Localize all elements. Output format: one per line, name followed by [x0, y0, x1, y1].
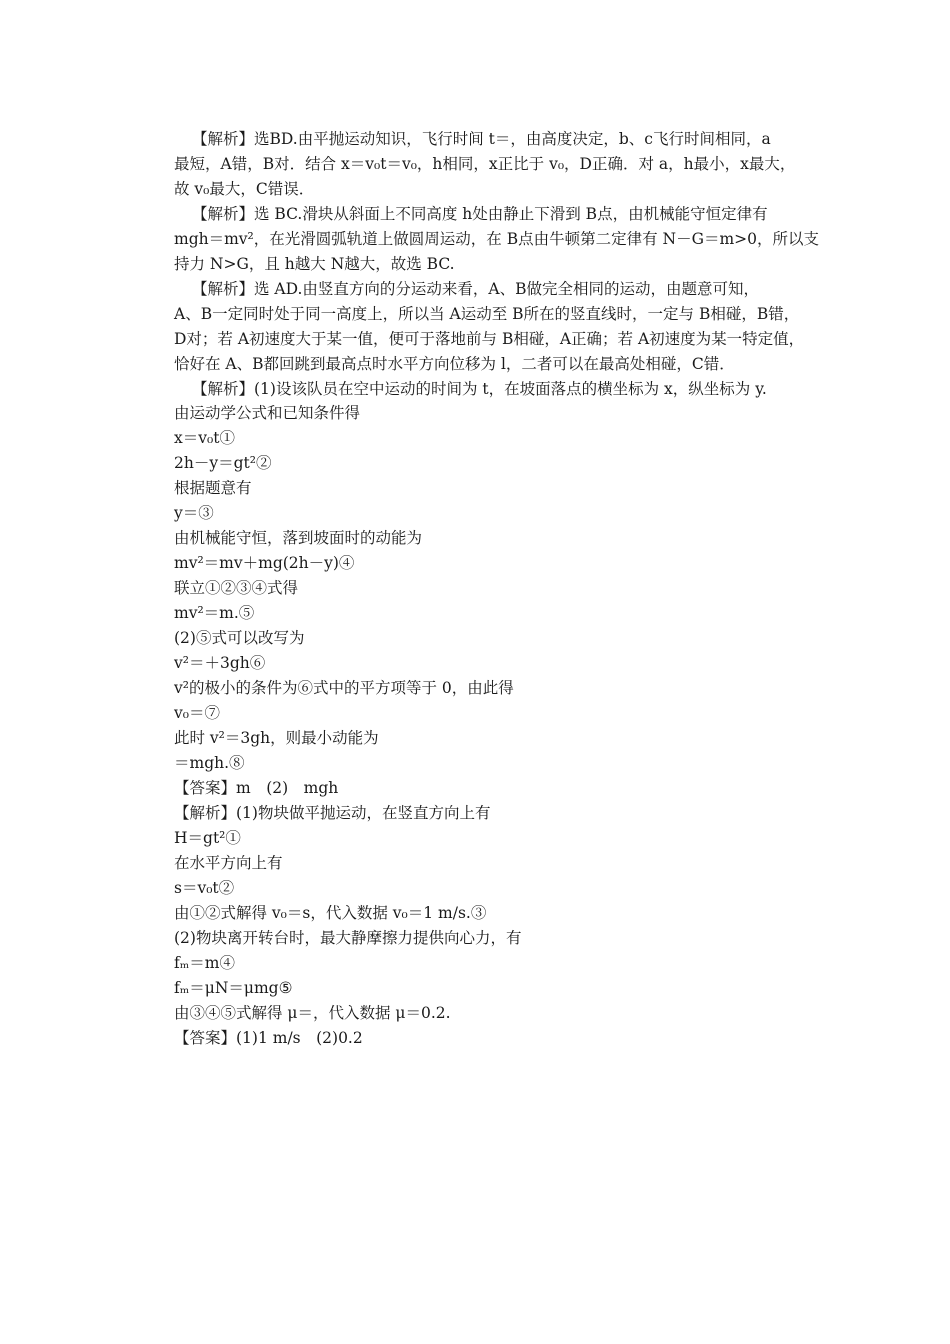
paragraph-4-line-2: 由运动学公式和已知条件得	[174, 404, 361, 422]
step-line: (2)⑤式可以改写为	[174, 629, 305, 647]
step-line: 此时 v²＝3gh，则最小动能为	[174, 729, 379, 747]
step-line: y＝③	[174, 504, 214, 522]
step-line: 在水平方向上有	[174, 854, 283, 872]
paragraph-4-line-1: 【解析】(1)设该队员在空中运动的时间为 t，在坡面落点的横坐标为 x，纵坐标为 y.	[192, 380, 767, 398]
step-line: 【解析】(1)物块做平抛运动，在竖直方向上有	[174, 804, 491, 822]
step-line: 根据题意有	[174, 479, 252, 497]
answer-line-2: 【答案】(1)1 m/s (2)0.2	[174, 1029, 363, 1047]
step-line: 由机械能守恒，落到坡面时的动能为	[174, 529, 423, 547]
step-line: H＝gt²①	[174, 829, 241, 847]
paragraph-3-line-4: 恰好在 A、B都回跳到最高点时水平方向位移为 l，二者可以在最高处相碰，C错．	[174, 355, 735, 373]
paragraph-3-line-3: D对；若 A初速度大于某一值，便可于落地前与 B相碰，A正确；若 A初速度为某一特定值，	[174, 330, 805, 348]
step-line: 联立①②③④式得	[174, 579, 299, 597]
step-line: 由③④⑤式解得 μ＝，代入数据 μ＝0.2.	[174, 1004, 451, 1022]
step-line: v²的极小的条件为⑥式中的平方项等于 0，由此得	[174, 679, 514, 697]
step-line: 由①②式解得 v₀＝s，代入数据 v₀＝1 m/s.③	[174, 904, 487, 922]
paragraph-2-line-2: mgh＝mv²，在光滑圆弧轨道上做圆周运动，在 B点由牛顿第二定律有 N－G＝m>0，所以支	[174, 230, 820, 248]
paragraph-1-line-2: 最短，A错，B对．结合 x＝v₀t＝v₀，h相同，x正比于 v₀，D正确．对 a，h最小，x最大，	[174, 155, 796, 173]
step-line: ＝mgh.⑧	[174, 754, 245, 772]
paragraph-2-line-3: 持力 N>G，且 h越大 N越大，故选 BC.	[174, 255, 455, 273]
step-line: 2h－y＝gt²②	[174, 454, 272, 472]
step-line: s＝v₀t②	[174, 879, 235, 897]
step-line: fₘ＝μN＝μmg⑤	[174, 979, 293, 997]
step-line: (2)物块离开转台时，最大静摩擦力提供向心力，有	[174, 929, 522, 947]
paragraph-1-line-3: 故 v₀最大，C错误．	[174, 180, 315, 198]
paragraph-3-line-1: 【解析】选 AD.由竖直方向的分运动来看，A、B做完全相同的运动，由题意可知，	[192, 280, 760, 298]
step-line: v²＝＋3gh⑥	[174, 654, 266, 672]
step-line: mv²＝mv＋mg(2h－y)④	[174, 554, 355, 572]
paragraph-2-line-1: 【解析】选 BC.滑块从斜面上不同高度 h处由静止下滑到 B点，由机械能守恒定律有	[192, 205, 768, 223]
step-line: fₘ＝m④	[174, 954, 235, 972]
answer-line-1: 【答案】m (2) mgh	[174, 779, 339, 797]
step-line: mv²＝m.⑤	[174, 604, 255, 622]
paragraph-1-line-1: 【解析】选BD.由平抛运动知识，飞行时间 t＝，由高度决定，b、c飞行时间相同，a	[192, 130, 771, 148]
paragraph-3-line-2: A、B一定同时处于同一高度上，所以当 A运动至 B所在的竖直线时，一定与 B相碰，B错，	[174, 305, 800, 323]
step-line: x＝v₀t①	[174, 429, 235, 447]
step-line: v₀＝⑦	[174, 704, 220, 722]
